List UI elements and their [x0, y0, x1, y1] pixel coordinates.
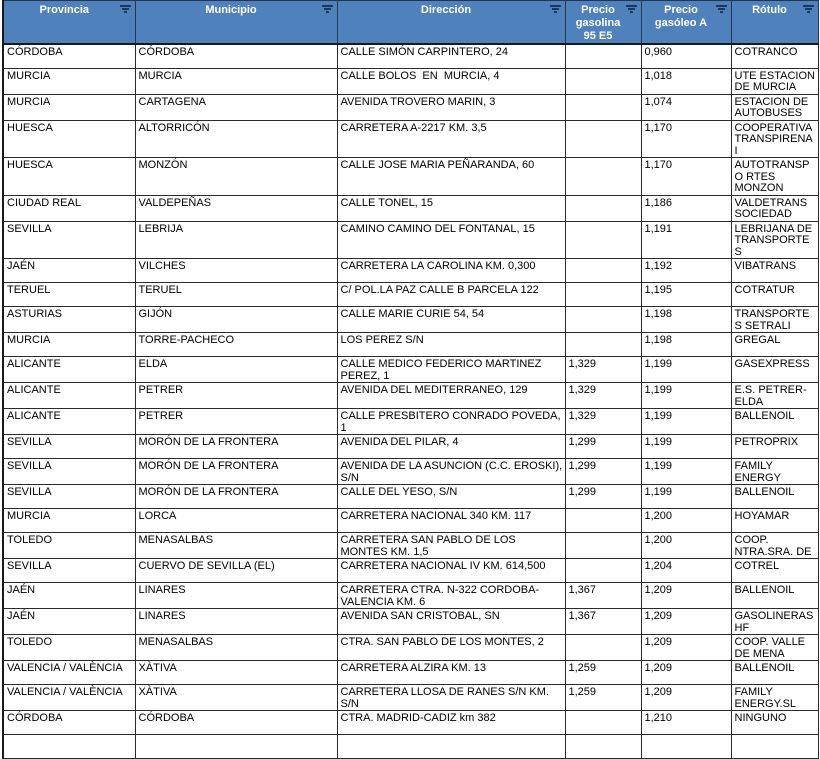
cell-provincia: SEVILLA	[3, 559, 135, 583]
cell-provincia: TOLEDO	[3, 533, 135, 559]
cell-precio-gasolina-95-e5	[565, 68, 641, 94]
cell-municipio: XÀTIVA	[135, 661, 337, 685]
cell-municipio	[135, 735, 337, 759]
cell-precio-gasolina-95-e5	[565, 635, 641, 661]
cell-rotulo: COOPERATIVA TRANSPIRENAI	[731, 120, 818, 158]
cell-direccion: CARRETERA LA CAROLINA KM. 0,300	[337, 259, 565, 283]
cell-provincia: MURCIA	[3, 68, 135, 94]
cell-precio-gasoleo-a: 1,198	[641, 333, 731, 357]
cell-rotulo: HOYAMAR	[731, 509, 818, 533]
cell-provincia: SEVILLA	[3, 459, 135, 485]
cell-precio-gasolina-95-e5: 1,367	[565, 609, 641, 635]
cell-direccion: CALLE TONEL, 15	[337, 195, 565, 221]
cell-municipio: ALTORRICÓN	[135, 120, 337, 158]
cell-precio-gasoleo-a: 1,199	[641, 357, 731, 383]
table-row	[3, 259, 818, 283]
table-row	[3, 409, 818, 435]
cell-municipio: LINARES	[135, 609, 337, 635]
table-body	[3, 44, 818, 759]
cell-precio-gasolina-95-e5	[565, 533, 641, 559]
cell-municipio: ELDA	[135, 357, 337, 383]
cell-precio-gasoleo-a: 0,960	[641, 44, 731, 68]
cell-precio-gasoleo-a: 1,209	[641, 635, 731, 661]
cell-precio-gasoleo-a: 1,074	[641, 94, 731, 120]
cell-municipio: LORCA	[135, 509, 337, 533]
cell-precio-gasoleo-a: 1,198	[641, 307, 731, 333]
filter-icon[interactable]	[625, 5, 638, 16]
cell-rotulo: FAMILY ENERGY	[731, 459, 818, 485]
cell-rotulo: VIBATRANS	[731, 259, 818, 283]
cell-municipio: CÓRDOBA	[135, 44, 337, 68]
fuel-price-table	[2, 0, 819, 759]
column-header-label: Dirección	[420, 4, 472, 16]
cell-precio-gasolina-95-e5: 1,329	[565, 357, 641, 383]
cell-direccion	[337, 735, 565, 759]
cell-precio-gasolina-95-e5	[565, 44, 641, 68]
cell-rotulo: GREGAL	[731, 333, 818, 357]
cell-municipio: CUERVO DE SEVILLA (EL)	[135, 559, 337, 583]
cell-direccion: CTRA. MADRID-CADIZ km 382	[337, 711, 565, 735]
cell-precio-gasolina-95-e5	[565, 509, 641, 533]
column-header-label: Precio gasolina 95 E5	[575, 4, 621, 42]
cell-direccion: CARRETERA A-2217 KM. 3,5	[337, 120, 565, 158]
cell-direccion: CALLE JOSE MARIA PEÑARANDA, 60	[337, 158, 565, 196]
cell-direccion: CAMINO CAMINO DEL FONTANAL, 15	[337, 221, 565, 259]
cell-provincia: JAÉN	[3, 609, 135, 635]
cell-provincia: JAÉN	[3, 583, 135, 609]
cell-precio-gasolina-95-e5	[565, 735, 641, 759]
cell-provincia: ALICANTE	[3, 383, 135, 409]
cell-rotulo: COTRATUR	[731, 283, 818, 307]
cell-municipio: GIJÓN	[135, 307, 337, 333]
cell-municipio: CÓRDOBA	[135, 711, 337, 735]
table-row	[3, 435, 818, 459]
cell-provincia: VALENCIA / VALÈNCIA	[3, 685, 135, 711]
cell-municipio: LEBRIJA	[135, 221, 337, 259]
cell-provincia: ALICANTE	[3, 409, 135, 435]
cell-municipio: LINARES	[135, 583, 337, 609]
cell-municipio: MORÓN DE LA FRONTERA	[135, 485, 337, 509]
cell-rotulo: BALLENOIL	[731, 409, 818, 435]
table-row	[3, 94, 818, 120]
cell-rotulo: BALLENOIL	[731, 583, 818, 609]
table-row	[3, 735, 818, 759]
cell-precio-gasolina-95-e5: 1,329	[565, 409, 641, 435]
cell-direccion: AVENIDA SAN CRISTOBAL, SN	[337, 609, 565, 635]
cell-municipio: TERUEL	[135, 283, 337, 307]
cell-direccion: CALLE MARIE CURIE 54, 54	[337, 307, 565, 333]
column-header-provincia	[3, 1, 135, 45]
cell-precio-gasolina-95-e5	[565, 283, 641, 307]
cell-provincia: VALENCIA / VALÈNCIA	[3, 661, 135, 685]
cell-precio-gasolina-95-e5: 1,259	[565, 661, 641, 685]
filter-icon[interactable]	[119, 5, 132, 16]
table-row	[3, 661, 818, 685]
table-row	[3, 485, 818, 509]
cell-municipio: MORÓN DE LA FRONTERA	[135, 435, 337, 459]
cell-rotulo: PETROPRIX	[731, 435, 818, 459]
cell-rotulo: COOP. NTRA.SRA. DE	[731, 533, 818, 559]
cell-precio-gasoleo-a: 1,170	[641, 120, 731, 158]
cell-precio-gasolina-95-e5	[565, 307, 641, 333]
cell-precio-gasoleo-a: 1,204	[641, 559, 731, 583]
cell-rotulo: GASEXPRESS	[731, 357, 818, 383]
cell-precio-gasoleo-a: 1,209	[641, 685, 731, 711]
cell-rotulo: VALDETRANS SOCIEDAD	[731, 195, 818, 221]
cell-direccion: CARRETERA ALZIRA KM. 13	[337, 661, 565, 685]
table-row	[3, 357, 818, 383]
cell-precio-gasoleo-a: 1,210	[641, 711, 731, 735]
cell-precio-gasoleo-a: 1,209	[641, 583, 731, 609]
cell-rotulo: LEBRIJANA DE TRANSPORTES	[731, 221, 818, 259]
column-header-precio-gasolina-95-e5	[565, 1, 641, 45]
cell-precio-gasoleo-a: 1,199	[641, 459, 731, 485]
cell-rotulo: UTE ESTACION DE MURCIA	[731, 68, 818, 94]
header-row	[3, 1, 818, 45]
cell-precio-gasoleo-a: 1,199	[641, 435, 731, 459]
cell-provincia: MURCIA	[3, 333, 135, 357]
cell-precio-gasoleo-a: 1,199	[641, 409, 731, 435]
cell-provincia: SEVILLA	[3, 485, 135, 509]
cell-precio-gasolina-95-e5: 1,367	[565, 583, 641, 609]
cell-municipio: MORÓN DE LA FRONTERA	[135, 459, 337, 485]
cell-provincia: CÓRDOBA	[3, 44, 135, 68]
cell-provincia: CIUDAD REAL	[3, 195, 135, 221]
cell-rotulo: E.S. PETRER-ELDA	[731, 383, 818, 409]
table-row	[3, 158, 818, 196]
cell-precio-gasoleo-a: 1,186	[641, 195, 731, 221]
cell-direccion: AVENIDA TROVERO MARIN, 3	[337, 94, 565, 120]
cell-municipio: TORRE-PACHECO	[135, 333, 337, 357]
cell-municipio: XÀTIVA	[135, 685, 337, 711]
column-header-label: Provincia	[39, 4, 90, 16]
cell-direccion: CARRETERA LLOSA DE RANES S/N KM. S/N	[337, 685, 565, 711]
cell-provincia: ALICANTE	[3, 357, 135, 383]
cell-rotulo: BALLENOIL	[731, 485, 818, 509]
cell-direccion: CARRETERA NACIONAL IV KM. 614,500	[337, 559, 565, 583]
table-row	[3, 44, 818, 68]
cell-provincia	[3, 735, 135, 759]
cell-municipio: MENASALBAS	[135, 635, 337, 661]
cell-municipio: MONZÓN	[135, 158, 337, 196]
cell-provincia: TOLEDO	[3, 635, 135, 661]
cell-provincia: HUESCA	[3, 158, 135, 196]
column-header-label: Precio gasóleo A	[654, 4, 708, 29]
cell-direccion: CALLE BOLOS EN MURCIA, 4	[337, 68, 565, 94]
table-row	[3, 283, 818, 307]
cell-direccion: CTRA. SAN PABLO DE LOS MONTES, 2	[337, 635, 565, 661]
cell-rotulo: ESTACION DE AUTOBUSES	[731, 94, 818, 120]
table-row	[3, 583, 818, 609]
cell-precio-gasolina-95-e5: 1,259	[565, 685, 641, 711]
table-row	[3, 559, 818, 583]
cell-precio-gasolina-95-e5	[565, 158, 641, 196]
cell-precio-gasoleo-a: 1,200	[641, 533, 731, 559]
table-row	[3, 383, 818, 409]
cell-direccion: CALLE SIMÓN CARPINTERO, 24	[337, 44, 565, 68]
cell-direccion: CALLE MEDICO FEDERICO MARTINEZ PEREZ, 1	[337, 357, 565, 383]
cell-municipio: VALDEPEÑAS	[135, 195, 337, 221]
cell-precio-gasolina-95-e5	[565, 195, 641, 221]
cell-precio-gasoleo-a	[641, 735, 731, 759]
column-header-precio-gasoleo-a	[641, 1, 731, 45]
cell-precio-gasoleo-a: 1,199	[641, 383, 731, 409]
cell-precio-gasolina-95-e5	[565, 259, 641, 283]
cell-provincia: CÓRDOBA	[3, 711, 135, 735]
table-row	[3, 195, 818, 221]
cell-provincia: SEVILLA	[3, 221, 135, 259]
cell-provincia: MURCIA	[3, 509, 135, 533]
column-header-rotulo	[731, 1, 818, 45]
cell-precio-gasoleo-a: 1,200	[641, 509, 731, 533]
cell-municipio: MENASALBAS	[135, 533, 337, 559]
cell-precio-gasoleo-a: 1,209	[641, 609, 731, 635]
table-row	[3, 711, 818, 735]
column-header-label: Rótulo	[752, 4, 787, 16]
column-header-municipio	[135, 1, 337, 45]
table-row	[3, 120, 818, 158]
cell-rotulo: COTRANCO	[731, 44, 818, 68]
cell-precio-gasoleo-a: 1,199	[641, 485, 731, 509]
column-header-label: Municipio	[205, 4, 257, 16]
cell-precio-gasoleo-a: 1,209	[641, 661, 731, 685]
cell-municipio: MURCIA	[135, 68, 337, 94]
cell-provincia: SEVILLA	[3, 435, 135, 459]
cell-provincia: TERUEL	[3, 283, 135, 307]
cell-precio-gasolina-95-e5	[565, 333, 641, 357]
cell-precio-gasolina-95-e5: 1,299	[565, 459, 641, 485]
cell-precio-gasolina-95-e5: 1,299	[565, 435, 641, 459]
cell-rotulo: COOP. VALLE DE MENA	[731, 635, 818, 661]
cell-precio-gasolina-95-e5	[565, 120, 641, 158]
cell-rotulo: FAMILY ENERGY.SL	[731, 685, 818, 711]
cell-direccion: AVENIDA DEL PILAR, 4	[337, 435, 565, 459]
cell-direccion: CARRETERA SAN PABLO DE LOS MONTES KM. 1,5	[337, 533, 565, 559]
cell-provincia: ASTURIAS	[3, 307, 135, 333]
filter-icon[interactable]	[715, 5, 728, 16]
cell-rotulo: AUTOTRANSPO RTES MONZON	[731, 158, 818, 196]
table-row	[3, 459, 818, 485]
table-row	[3, 685, 818, 711]
cell-provincia: JAÉN	[3, 259, 135, 283]
cell-rotulo: TRANSPORTES SETRALI	[731, 307, 818, 333]
cell-precio-gasoleo-a: 1,192	[641, 259, 731, 283]
table-row	[3, 221, 818, 259]
table-row	[3, 333, 818, 357]
cell-direccion: CARRETERA NACIONAL 340 KM. 117	[337, 509, 565, 533]
cell-precio-gasolina-95-e5	[565, 559, 641, 583]
table-row	[3, 533, 818, 559]
cell-precio-gasolina-95-e5: 1,329	[565, 383, 641, 409]
cell-precio-gasoleo-a: 1,191	[641, 221, 731, 259]
cell-precio-gasoleo-a: 1,018	[641, 68, 731, 94]
cell-rotulo: NINGUNO	[731, 711, 818, 735]
filter-icon[interactable]	[321, 5, 334, 16]
cell-precio-gasolina-95-e5	[565, 711, 641, 735]
cell-municipio: CARTAGENA	[135, 94, 337, 120]
column-header-direccion	[337, 1, 565, 45]
cell-provincia: HUESCA	[3, 120, 135, 158]
cell-precio-gasoleo-a: 1,195	[641, 283, 731, 307]
cell-provincia: MURCIA	[3, 94, 135, 120]
cell-municipio: PETRER	[135, 383, 337, 409]
cell-precio-gasolina-95-e5	[565, 94, 641, 120]
cell-direccion: LOS PEREZ S/N	[337, 333, 565, 357]
cell-rotulo: COTREL	[731, 559, 818, 583]
filter-icon[interactable]	[549, 5, 562, 16]
cell-rotulo	[731, 735, 818, 759]
table-row	[3, 635, 818, 661]
table-row	[3, 609, 818, 635]
table-row	[3, 307, 818, 333]
cell-rotulo: GASOLINERAS HF	[731, 609, 818, 635]
cell-precio-gasolina-95-e5: 1,299	[565, 485, 641, 509]
cell-rotulo: BALLENOIL	[731, 661, 818, 685]
cell-precio-gasoleo-a: 1,170	[641, 158, 731, 196]
cell-direccion: CARRETERA CTRA. N-322 CORDOBA-VALENCIA KM. 6	[337, 583, 565, 609]
filter-icon[interactable]	[802, 5, 815, 16]
cell-direccion: C/ POL.LA PAZ CALLE B PARCELA 122	[337, 283, 565, 307]
table-row	[3, 68, 818, 94]
cell-direccion: AVENIDA DEL MEDITERRANEO, 129	[337, 383, 565, 409]
cell-municipio: VILCHES	[135, 259, 337, 283]
cell-direccion: CALLE DEL YESO, S/N	[337, 485, 565, 509]
cell-direccion: AVENIDA DE LA ASUNCION (C.C. EROSKI), S/N	[337, 459, 565, 485]
cell-precio-gasolina-95-e5	[565, 221, 641, 259]
table-row	[3, 509, 818, 533]
cell-direccion: CALLE PRESBITERO CONRADO POVEDA, 1	[337, 409, 565, 435]
cell-municipio: PETRER	[135, 409, 337, 435]
